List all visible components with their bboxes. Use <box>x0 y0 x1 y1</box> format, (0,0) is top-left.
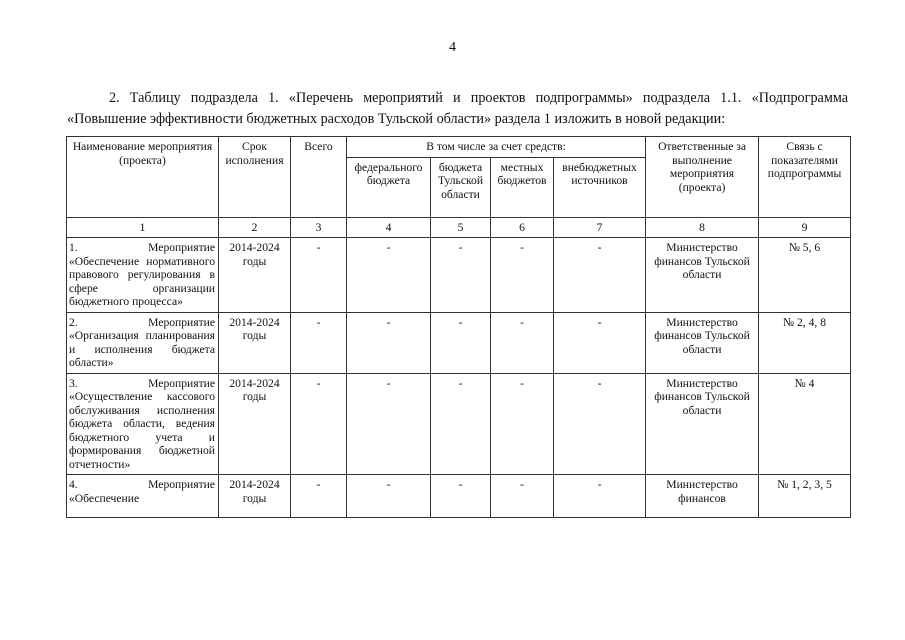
measure-total: - <box>291 238 347 313</box>
measure-extra: - <box>554 475 646 518</box>
measure-regional: - <box>431 373 491 475</box>
header-link: Связь с показателями подпрограммы <box>759 137 851 218</box>
table-row <box>67 238 851 313</box>
header-name: Наименование мероприятия (проекта) <box>67 137 219 218</box>
measure-name: 1. Мероприятие «Обеспечение нормативного правового регулирования в сфере организации бюджетного процесса» <box>67 238 219 313</box>
table-row <box>67 312 851 373</box>
measure-extra: - <box>554 312 646 373</box>
column-number: 5 <box>431 217 491 238</box>
column-number: 2 <box>219 217 291 238</box>
measure-federal: - <box>347 238 431 313</box>
header-funding-group: В том числе за счет средств: <box>347 137 646 158</box>
column-number: 3 <box>291 217 347 238</box>
header-responsible: Ответственные за выполнение мероприятия (проекта) <box>646 137 759 218</box>
measure-local: - <box>491 373 554 475</box>
header-row <box>67 137 851 158</box>
measure-regional: - <box>431 238 491 313</box>
page-number: 4 <box>449 40 456 55</box>
measures-table <box>66 136 851 518</box>
column-numbers-row <box>67 217 851 238</box>
header-regional: бюджета Тульской области <box>431 157 491 217</box>
header-federal: федерального бюджета <box>347 157 431 217</box>
measure-federal: - <box>347 373 431 475</box>
measure-term: 2014-2024 годы <box>219 312 291 373</box>
header-total: Всего <box>291 137 347 218</box>
measure-term: 2014-2024 годы <box>219 238 291 313</box>
measure-regional: - <box>431 475 491 518</box>
header-extra: внебюджетных источников <box>554 157 646 217</box>
header-term: Срок исполнения <box>219 137 291 218</box>
column-number: 7 <box>554 217 646 238</box>
intro-paragraph: 2. Таблицу подраздела 1. «Перечень мероприятий и проектов подпрограммы» подраздела 1.1. «Подпрограмма «Повышение эффективности бюджетных расходов Тульской области» раздела 1 изложить в новой редакции: <box>67 90 848 127</box>
measure-extra: - <box>554 238 646 313</box>
measure-link: № 1, 2, 3, 5 <box>759 475 851 518</box>
measure-link: № 2, 4, 8 <box>759 312 851 373</box>
measure-term: 2014-2024 годы <box>219 373 291 475</box>
measure-federal: - <box>347 475 431 518</box>
header-local: местных бюджетов <box>491 157 554 217</box>
column-number: 1 <box>67 217 219 238</box>
measure-name: 4. Мероприятие «Обеспечение <box>67 475 219 518</box>
table-row <box>67 475 851 518</box>
measure-regional: - <box>431 312 491 373</box>
measure-responsible: Министерство финансов Тульской области <box>646 238 759 313</box>
column-number: 6 <box>491 217 554 238</box>
measure-link: № 5, 6 <box>759 238 851 313</box>
measure-local: - <box>491 312 554 373</box>
measure-responsible: Министерство финансов <box>646 475 759 518</box>
measure-name: 3. Мероприятие «Осуществление кассового обслуживания исполнения бюджета области, ведения бюджетного учета и формирования бюджетной отчетности» <box>67 373 219 475</box>
measure-link: № 4 <box>759 373 851 475</box>
measure-total: - <box>291 312 347 373</box>
table-row <box>67 373 851 475</box>
measure-responsible: Министерство финансов Тульской области <box>646 373 759 475</box>
measure-local: - <box>491 475 554 518</box>
measure-name: 2. Мероприятие «Организация планирования и исполнения бюджета области» <box>67 312 219 373</box>
measure-extra: - <box>554 373 646 475</box>
measure-responsible: Министерство финансов Тульской области <box>646 312 759 373</box>
measure-local: - <box>491 238 554 313</box>
measure-total: - <box>291 373 347 475</box>
column-number: 9 <box>759 217 851 238</box>
column-number: 4 <box>347 217 431 238</box>
measure-total: - <box>291 475 347 518</box>
column-number: 8 <box>646 217 759 238</box>
measure-term: 2014-2024 годы <box>219 475 291 518</box>
measure-federal: - <box>347 312 431 373</box>
